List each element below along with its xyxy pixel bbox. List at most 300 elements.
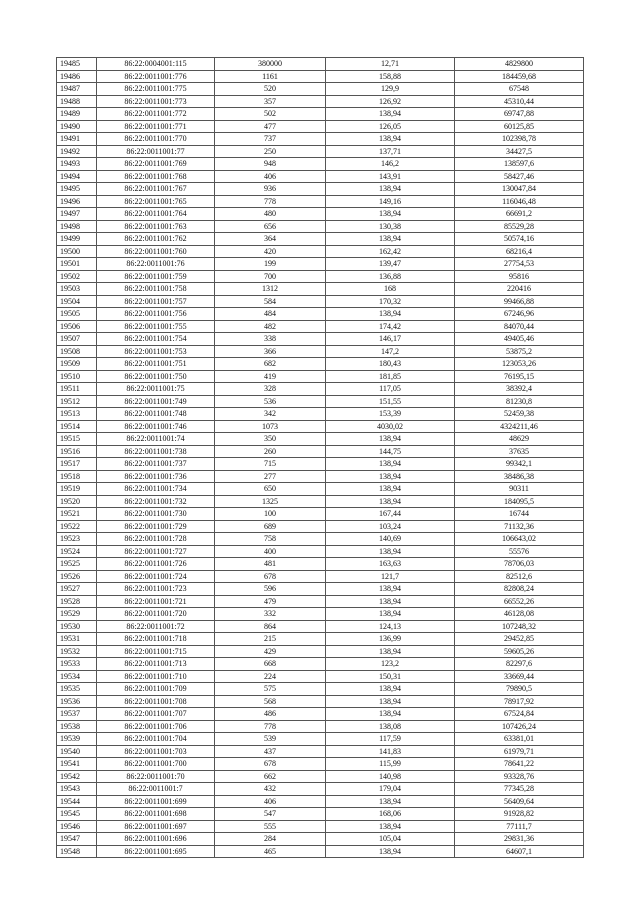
area-cell: 1312: [215, 283, 326, 296]
specific-value-cell: 138,94: [326, 545, 455, 558]
row-number-cell: 19503: [57, 283, 97, 296]
specific-value-cell: 138,94: [326, 820, 455, 833]
table-row: [57, 283, 584, 296]
row-number-cell: 19544: [57, 795, 97, 808]
row-number-cell: 19488: [57, 95, 97, 108]
row-number-cell: 19505: [57, 308, 97, 321]
specific-value-cell: 138,94: [326, 183, 455, 196]
table-row: [57, 295, 584, 308]
cadastral-number-cell: 86:22:0011001:754: [97, 333, 215, 346]
specific-value-cell: 138,94: [326, 795, 455, 808]
cadastral-number-cell: 86:22:0011001:718: [97, 633, 215, 646]
table-row: [57, 445, 584, 458]
cadastral-number-cell: 86:22:0011001:700: [97, 758, 215, 771]
cadastral-number-cell: 86:22:0011001:776: [97, 70, 215, 83]
area-cell: 1073: [215, 420, 326, 433]
specific-value-cell: 141,83: [326, 745, 455, 758]
cadastral-value-cell: 130047,84: [455, 183, 584, 196]
row-number-cell: 19495: [57, 183, 97, 196]
cadastral-value-cell: 99466,88: [455, 295, 584, 308]
cadastral-value-cell: 27754,53: [455, 258, 584, 271]
area-cell: 224: [215, 670, 326, 683]
cadastral-number-cell: 86:22:0011001:715: [97, 645, 215, 658]
row-number-cell: 19491: [57, 133, 97, 146]
area-cell: 479: [215, 595, 326, 608]
area-cell: 662: [215, 770, 326, 783]
specific-value-cell: 138,94: [326, 233, 455, 246]
row-number-cell: 19500: [57, 245, 97, 258]
table-row: [57, 833, 584, 846]
cadastral-number-cell: 86:22:0011001:763: [97, 220, 215, 233]
table-row: [57, 220, 584, 233]
area-cell: 380000: [215, 58, 326, 71]
row-number-cell: 19530: [57, 620, 97, 633]
table-row: [57, 258, 584, 271]
area-cell: 406: [215, 170, 326, 183]
specific-value-cell: 138,94: [326, 308, 455, 321]
cadastral-value-cell: 34427,5: [455, 145, 584, 158]
specific-value-cell: 138,94: [326, 645, 455, 658]
area-cell: 477: [215, 120, 326, 133]
table-row: [57, 808, 584, 821]
row-number-cell: 19542: [57, 770, 97, 783]
table-row: [57, 70, 584, 83]
row-number-cell: 19516: [57, 445, 97, 458]
cadastral-value-cell: 68216,4: [455, 245, 584, 258]
table-row: [57, 783, 584, 796]
specific-value-cell: 105,04: [326, 833, 455, 846]
cadastral-number-cell: 86:22:0011001:696: [97, 833, 215, 846]
area-cell: 284: [215, 833, 326, 846]
cadastral-number-cell: 86:22:0011001:749: [97, 395, 215, 408]
cadastral-value-cell: 45310,44: [455, 95, 584, 108]
cadastral-number-cell: 86:22:0011001:729: [97, 520, 215, 533]
cadastral-number-cell: 86:22:0011001:765: [97, 195, 215, 208]
specific-value-cell: 139,47: [326, 258, 455, 271]
area-cell: 689: [215, 520, 326, 533]
specific-value-cell: 146,2: [326, 158, 455, 171]
specific-value-cell: 143,91: [326, 170, 455, 183]
cadastral-value-cell: 78706,03: [455, 558, 584, 571]
specific-value-cell: 103,24: [326, 520, 455, 533]
area-cell: 778: [215, 720, 326, 733]
cadastral-value-cell: 4829800: [455, 58, 584, 71]
cadastral-value-cell: 29831,36: [455, 833, 584, 846]
area-cell: 678: [215, 758, 326, 771]
specific-value-cell: 144,75: [326, 445, 455, 458]
row-number-cell: 19532: [57, 645, 97, 658]
area-cell: 364: [215, 233, 326, 246]
table-row: [57, 658, 584, 671]
specific-value-cell: 117,05: [326, 383, 455, 396]
cadastral-number-cell: 86:22:0011001:70: [97, 770, 215, 783]
cadastral-value-cell: 220416: [455, 283, 584, 296]
cadastral-number-cell: 86:22:0011001:727: [97, 545, 215, 558]
table-row: [57, 770, 584, 783]
area-cell: 100: [215, 508, 326, 521]
cadastral-value-cell: 77111,7: [455, 820, 584, 833]
cadastral-number-cell: 86:22:0011001:757: [97, 295, 215, 308]
cadastral-value-cell: 82297,6: [455, 658, 584, 671]
cadastral-value-cell: 50574,16: [455, 233, 584, 246]
cadastral-value-cell: 33669,44: [455, 670, 584, 683]
specific-value-cell: 138,08: [326, 720, 455, 733]
row-number-cell: 19522: [57, 520, 97, 533]
specific-value-cell: 138,94: [326, 133, 455, 146]
specific-value-cell: 12,71: [326, 58, 455, 71]
row-number-cell: 19534: [57, 670, 97, 683]
table-row: [57, 433, 584, 446]
row-number-cell: 19513: [57, 408, 97, 421]
area-cell: 277: [215, 470, 326, 483]
table-row: [57, 795, 584, 808]
row-number-cell: 19535: [57, 683, 97, 696]
cadastral-number-cell: 86:22:0004001:115: [97, 58, 215, 71]
cadastral-number-cell: 86:22:0011001:703: [97, 745, 215, 758]
row-number-cell: 19504: [57, 295, 97, 308]
table-row: [57, 633, 584, 646]
cadastral-number-cell: 86:22:0011001:772: [97, 108, 215, 121]
table-row: [57, 320, 584, 333]
table-body: [57, 58, 584, 858]
row-number-cell: 19515: [57, 433, 97, 446]
area-cell: 584: [215, 295, 326, 308]
row-number-cell: 19493: [57, 158, 97, 171]
area-cell: 215: [215, 633, 326, 646]
cadastral-value-cell: 184095,5: [455, 495, 584, 508]
specific-value-cell: 179,04: [326, 783, 455, 796]
row-number-cell: 19521: [57, 508, 97, 521]
cadastral-value-cell: 59605,26: [455, 645, 584, 658]
specific-value-cell: 126,92: [326, 95, 455, 108]
specific-value-cell: 138,94: [326, 470, 455, 483]
cadastral-number-cell: 86:22:0011001:706: [97, 720, 215, 733]
row-number-cell: 19492: [57, 145, 97, 158]
table-row: [57, 720, 584, 733]
specific-value-cell: 163,63: [326, 558, 455, 571]
row-number-cell: 19487: [57, 83, 97, 96]
area-cell: 465: [215, 845, 326, 858]
area-cell: 778: [215, 195, 326, 208]
table-row: [57, 620, 584, 633]
area-cell: 420: [215, 245, 326, 258]
specific-value-cell: 140,69: [326, 533, 455, 546]
cadastral-value-cell: 53875,2: [455, 345, 584, 358]
cadastral-number-cell: 86:22:0011001:771: [97, 120, 215, 133]
area-cell: 357: [215, 95, 326, 108]
specific-value-cell: 129,9: [326, 83, 455, 96]
cadastral-number-cell: 86:22:0011001:751: [97, 358, 215, 371]
area-cell: 700: [215, 270, 326, 283]
cadastral-value-cell: 55576: [455, 545, 584, 558]
cadastral-value-cell: 91928,82: [455, 808, 584, 821]
specific-value-cell: 138,94: [326, 708, 455, 721]
specific-value-cell: 138,94: [326, 583, 455, 596]
cadastral-number-cell: 86:22:0011001:734: [97, 483, 215, 496]
specific-value-cell: 146,17: [326, 333, 455, 346]
row-number-cell: 19527: [57, 583, 97, 596]
specific-value-cell: 167,44: [326, 508, 455, 521]
table-row: [57, 595, 584, 608]
cadastral-value-cell: 66552,26: [455, 595, 584, 608]
row-number-cell: 19537: [57, 708, 97, 721]
specific-value-cell: 136,88: [326, 270, 455, 283]
table-row: [57, 345, 584, 358]
cadastral-value-cell: 78641,22: [455, 758, 584, 771]
area-cell: 758: [215, 533, 326, 546]
row-number-cell: 19525: [57, 558, 97, 571]
cadastral-number-cell: 86:22:0011001:723: [97, 583, 215, 596]
area-cell: 432: [215, 783, 326, 796]
specific-value-cell: 138,94: [326, 595, 455, 608]
table-row: [57, 195, 584, 208]
row-number-cell: 19546: [57, 820, 97, 833]
table-row: [57, 58, 584, 71]
row-number-cell: 19543: [57, 783, 97, 796]
area-cell: 199: [215, 258, 326, 271]
specific-value-cell: 174,42: [326, 320, 455, 333]
row-number-cell: 19496: [57, 195, 97, 208]
cadastral-number-cell: 86:22:0011001:732: [97, 495, 215, 508]
area-cell: 656: [215, 220, 326, 233]
specific-value-cell: 138,94: [326, 683, 455, 696]
cadastral-value-cell: 69747,88: [455, 108, 584, 121]
cadastral-number-cell: 86:22:0011001:760: [97, 245, 215, 258]
cadastral-value-table: [56, 57, 584, 858]
cadastral-value-cell: 46128,08: [455, 608, 584, 621]
cadastral-value-cell: 93328,76: [455, 770, 584, 783]
table-row: [57, 645, 584, 658]
cadastral-value-cell: 123053,26: [455, 358, 584, 371]
cadastral-value-cell: 61979,71: [455, 745, 584, 758]
specific-value-cell: 162,42: [326, 245, 455, 258]
area-cell: 350: [215, 433, 326, 446]
row-number-cell: 19512: [57, 395, 97, 408]
area-cell: 936: [215, 183, 326, 196]
cadastral-number-cell: 86:22:0011001:746: [97, 420, 215, 433]
cadastral-number-cell: 86:22:0011001:724: [97, 570, 215, 583]
table-row: [57, 458, 584, 471]
specific-value-cell: 138,94: [326, 458, 455, 471]
row-number-cell: 19517: [57, 458, 97, 471]
row-number-cell: 19529: [57, 608, 97, 621]
row-number-cell: 19547: [57, 833, 97, 846]
cadastral-value-cell: 77345,28: [455, 783, 584, 796]
area-cell: 1325: [215, 495, 326, 508]
cadastral-value-cell: 67524,84: [455, 708, 584, 721]
cadastral-value-cell: 38392,4: [455, 383, 584, 396]
cadastral-value-cell: 82512,6: [455, 570, 584, 583]
table-row: [57, 708, 584, 721]
specific-value-cell: 115,99: [326, 758, 455, 771]
table-row: [57, 183, 584, 196]
specific-value-cell: 126,05: [326, 120, 455, 133]
table-row: [57, 120, 584, 133]
cadastral-number-cell: 86:22:0011001:737: [97, 458, 215, 471]
cadastral-number-cell: 86:22:0011001:726: [97, 558, 215, 571]
cadastral-number-cell: 86:22:0011001:7: [97, 783, 215, 796]
row-number-cell: 19539: [57, 733, 97, 746]
specific-value-cell: 180,43: [326, 358, 455, 371]
cadastral-value-cell: 66691,2: [455, 208, 584, 221]
row-number-cell: 19497: [57, 208, 97, 221]
cadastral-value-cell: 99342,1: [455, 458, 584, 471]
area-cell: 715: [215, 458, 326, 471]
table-row: [57, 470, 584, 483]
cadastral-value-cell: 63381,01: [455, 733, 584, 746]
row-number-cell: 19523: [57, 533, 97, 546]
area-cell: 737: [215, 133, 326, 146]
cadastral-value-cell: 52459,38: [455, 408, 584, 421]
row-number-cell: 19511: [57, 383, 97, 396]
row-number-cell: 19536: [57, 695, 97, 708]
cadastral-number-cell: 86:22:0011001:709: [97, 683, 215, 696]
row-number-cell: 19501: [57, 258, 97, 271]
row-number-cell: 19514: [57, 420, 97, 433]
table-row: [57, 170, 584, 183]
cadastral-value-cell: 78917,92: [455, 695, 584, 708]
table-row: [57, 545, 584, 558]
cadastral-number-cell: 86:22:0011001:75: [97, 383, 215, 396]
specific-value-cell: 158,88: [326, 70, 455, 83]
area-cell: 678: [215, 570, 326, 583]
row-number-cell: 19494: [57, 170, 97, 183]
specific-value-cell: 168,06: [326, 808, 455, 821]
row-number-cell: 19538: [57, 720, 97, 733]
area-cell: 502: [215, 108, 326, 121]
cadastral-number-cell: 86:22:0011001:753: [97, 345, 215, 358]
table-row: [57, 158, 584, 171]
cadastral-number-cell: 86:22:0011001:72: [97, 620, 215, 633]
cadastral-number-cell: 86:22:0011001:730: [97, 508, 215, 521]
row-number-cell: 19545: [57, 808, 97, 821]
area-cell: 429: [215, 645, 326, 658]
cadastral-value-cell: 138597,6: [455, 158, 584, 171]
row-number-cell: 19502: [57, 270, 97, 283]
cadastral-number-cell: 86:22:0011001:769: [97, 158, 215, 171]
table-row: [57, 495, 584, 508]
row-number-cell: 19520: [57, 495, 97, 508]
area-cell: 328: [215, 383, 326, 396]
cadastral-value-cell: 116046,48: [455, 195, 584, 208]
table-row: [57, 395, 584, 408]
area-cell: 520: [215, 83, 326, 96]
area-cell: 406: [215, 795, 326, 808]
cadastral-value-cell: 48629: [455, 433, 584, 446]
cadastral-value-cell: 67548: [455, 83, 584, 96]
cadastral-number-cell: 86:22:0011001:74: [97, 433, 215, 446]
area-cell: 342: [215, 408, 326, 421]
cadastral-value-cell: 64607,1: [455, 845, 584, 858]
cadastral-value-cell: 4324211,46: [455, 420, 584, 433]
table-row: [57, 508, 584, 521]
cadastral-number-cell: 86:22:0011001:748: [97, 408, 215, 421]
row-number-cell: 19509: [57, 358, 97, 371]
cadastral-value-cell: 16744: [455, 508, 584, 521]
area-cell: 948: [215, 158, 326, 171]
table-row: [57, 333, 584, 346]
table-row: [57, 95, 584, 108]
row-number-cell: 19510: [57, 370, 97, 383]
cadastral-number-cell: 86:22:0011001:773: [97, 95, 215, 108]
cadastral-value-cell: 29452,85: [455, 633, 584, 646]
specific-value-cell: 149,16: [326, 195, 455, 208]
specific-value-cell: 138,94: [326, 108, 455, 121]
cadastral-number-cell: 86:22:0011001:764: [97, 208, 215, 221]
cadastral-number-cell: 86:22:0011001:708: [97, 695, 215, 708]
table-row: [57, 695, 584, 708]
cadastral-number-cell: 86:22:0011001:759: [97, 270, 215, 283]
cadastral-value-cell: 56409,64: [455, 795, 584, 808]
area-cell: 437: [215, 745, 326, 758]
specific-value-cell: 138,94: [326, 483, 455, 496]
area-cell: 338: [215, 333, 326, 346]
specific-value-cell: 140,98: [326, 770, 455, 783]
specific-value-cell: 153,39: [326, 408, 455, 421]
area-cell: 1161: [215, 70, 326, 83]
specific-value-cell: 147,2: [326, 345, 455, 358]
cadastral-number-cell: 86:22:0011001:707: [97, 708, 215, 721]
specific-value-cell: 168: [326, 283, 455, 296]
row-number-cell: 19499: [57, 233, 97, 246]
table-row: [57, 558, 584, 571]
area-cell: 260: [215, 445, 326, 458]
specific-value-cell: 138,94: [326, 208, 455, 221]
row-number-cell: 19519: [57, 483, 97, 496]
specific-value-cell: 150,31: [326, 670, 455, 683]
area-cell: 668: [215, 658, 326, 671]
table-row: [57, 108, 584, 121]
area-cell: 480: [215, 208, 326, 221]
table-row: [57, 308, 584, 321]
area-cell: 419: [215, 370, 326, 383]
cadastral-value-cell: 102398,78: [455, 133, 584, 146]
cadastral-number-cell: 86:22:0011001:768: [97, 170, 215, 183]
area-cell: 547: [215, 808, 326, 821]
table-row: [57, 745, 584, 758]
area-cell: 482: [215, 320, 326, 333]
row-number-cell: 19485: [57, 58, 97, 71]
cadastral-value-cell: 106643,02: [455, 533, 584, 546]
row-number-cell: 19528: [57, 595, 97, 608]
row-number-cell: 19508: [57, 345, 97, 358]
specific-value-cell: 170,32: [326, 295, 455, 308]
specific-value-cell: 137,71: [326, 145, 455, 158]
row-number-cell: 19489: [57, 108, 97, 121]
cadastral-value-cell: 79890,5: [455, 683, 584, 696]
table-row: [57, 533, 584, 546]
table-row: [57, 270, 584, 283]
area-cell: 568: [215, 695, 326, 708]
row-number-cell: 19490: [57, 120, 97, 133]
row-number-cell: 19540: [57, 745, 97, 758]
cadastral-value-cell: 76195,15: [455, 370, 584, 383]
table-row: [57, 233, 584, 246]
row-number-cell: 19486: [57, 70, 97, 83]
cadastral-number-cell: 86:22:0011001:710: [97, 670, 215, 683]
cadastral-number-cell: 86:22:0011001:758: [97, 283, 215, 296]
table-row: [57, 683, 584, 696]
cadastral-number-cell: 86:22:0011001:77: [97, 145, 215, 158]
area-cell: 682: [215, 358, 326, 371]
row-number-cell: 19507: [57, 333, 97, 346]
specific-value-cell: 123,2: [326, 658, 455, 671]
cadastral-value-cell: 38486,38: [455, 470, 584, 483]
cadastral-number-cell: 86:22:0011001:699: [97, 795, 215, 808]
cadastral-number-cell: 86:22:0011001:704: [97, 733, 215, 746]
area-cell: 486: [215, 708, 326, 721]
area-cell: 650: [215, 483, 326, 496]
